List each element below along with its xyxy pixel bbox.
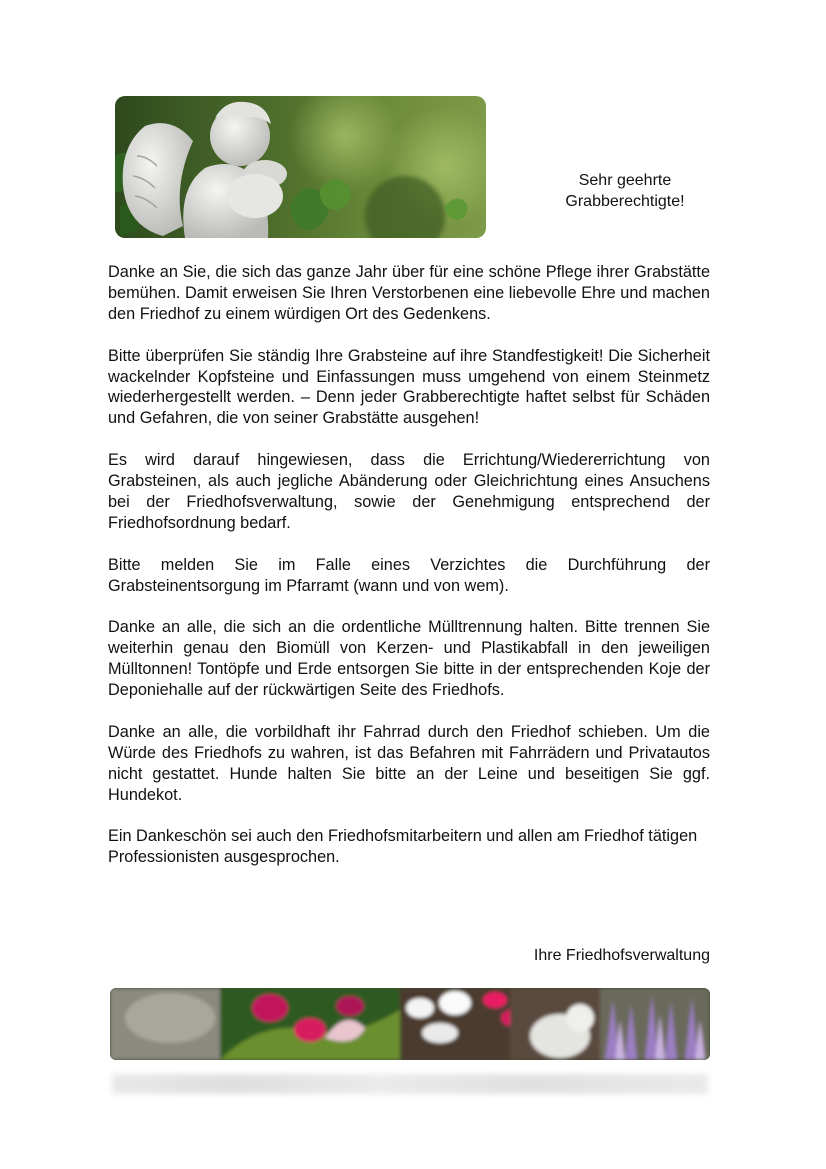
salutation — [540, 170, 710, 212]
paragraph-gravestone-stability: Bitte überprüfen Sie ständig Ihre Grabsteine auf ihre Standfestigkeit! Die Sicherheit wackelnder Kopfsteine und Einfassungen muss umgehend von einem Steinmetz wiederhergestellt werden. – Denn jeder Grabberechtigte haftet selbst für Schäden und Gefahren, die von seiner Grabstätte ausgehen! — [108, 346, 710, 428]
paragraph-thanks-staff: Ein Dankeschön sei auch den Friedhofsmitarbeitern und allen am Friedhof tätigen Professionisten ausgesprochen. — [108, 827, 698, 867]
paragraph-construction-approval: Es wird darauf hingewiesen, dass die Errichtung/Wiedererrichtung von Grabsteinen, als auch jegliche Abänderung oder Gleichrichtung eines Ansuchens bei der Friedhofsverwaltung, sowie der Genehmigung entsprechend der Friedhofsordnung bedarf. — [108, 451, 710, 532]
signature: Ihre Friedhofsverwaltung — [533, 947, 710, 964]
angel-statue-photo — [115, 96, 486, 238]
salutation-line-2: Grabberechtigte! — [565, 193, 685, 210]
paragraph-waste-separation: Danke an alle, die sich an die ordentliche Mülltrennung halten. Bitte trennen Sie weiterhin genau den Biomüll von Kerzen- und Plastikabfall in den jeweiligen Mülltonnen! Tontöpfe und Erde entsorgen Sie bitte in der entsprechenden Koje der Deponiehalle auf der rückwärtigen Seite des Friedhofs. — [108, 618, 710, 700]
paragraph-gravestone-disposal: Bitte melden Sie im Falle eines Verzichtes die Durchführung der Grabsteinentsorgung im Pfarramt (wann und von wem). — [108, 555, 710, 595]
paragraph-bicycles-dogs: Danke an alle, die vorbildhaft ihr Fahrrad durch den Friedhof schieben. Um die Würde des Friedhofs zu wahren, ist das Befahren mit Fahrrädern und Privatautos nicht gestattet. Hunde halten Sie bitte an der Leine und beseitigen Sie ggf. Hundekot. — [108, 722, 710, 804]
blurred-strip — [112, 1074, 708, 1094]
grave-flowers-photo — [110, 988, 710, 1060]
salutation-line-1: Sehr geehrte — [578, 172, 672, 189]
paragraph-thanks-care: Danke an Sie, die sich das ganze Jahr über für eine schöne Pflege ihrer Grabstätte bemühen. Damit erweisen Sie Ihren Verstorbenen eine liebevolle Ehre und machen den Friedhof zu einem würdigen Ort des Gedenkens. — [108, 263, 710, 323]
letter-body — [108, 262, 710, 889]
